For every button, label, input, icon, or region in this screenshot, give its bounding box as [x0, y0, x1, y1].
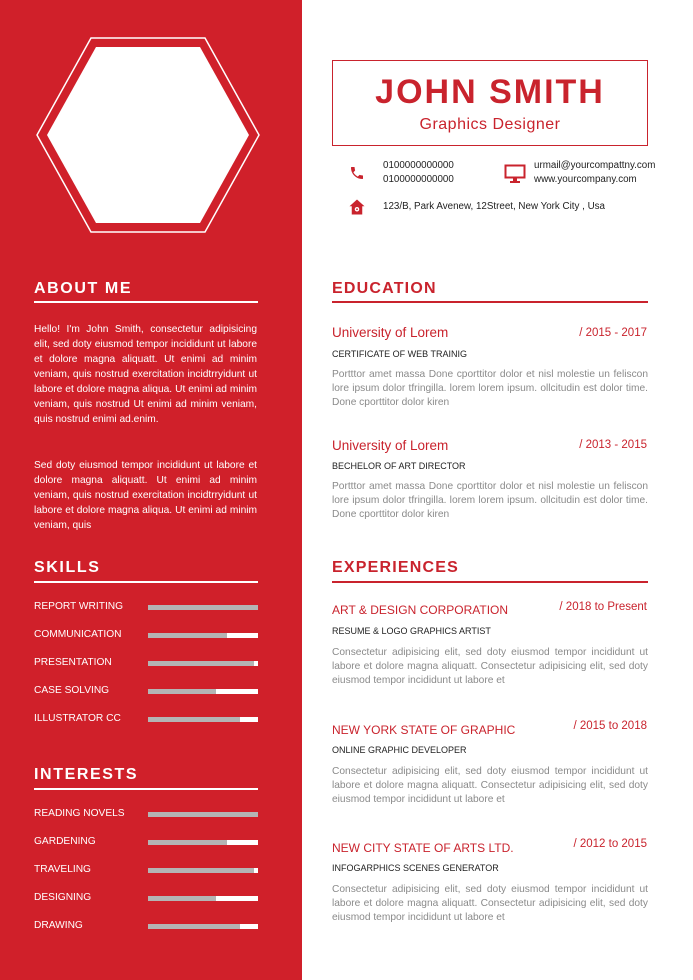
experience-entry-description: Consectetur adipisicing elit, sed doty eiusmod tempor incididunt ut labore et dolore magna aliquatt. Consectetur adipisicing elit, sed doty eiusmod tempor incididunt ut labore et — [332, 766, 648, 805]
about-heading: ABOUT ME — [34, 280, 133, 297]
skill-item — [34, 684, 258, 698]
experiences-divider — [332, 581, 648, 583]
interest-item — [34, 863, 258, 877]
education-divider — [332, 301, 648, 303]
skill-bar — [148, 689, 258, 694]
education-entry-title: University of Lorem — [332, 325, 449, 340]
skill-label: PRESENTATION — [34, 657, 112, 668]
email-address: urmail@yourcompattny.com — [534, 160, 656, 171]
person-name: JOHN SMITH — [375, 73, 605, 111]
interest-bar — [148, 840, 258, 845]
experiences-heading: EXPERIENCES — [332, 559, 460, 576]
skill-item — [34, 712, 258, 726]
phone-icon — [349, 165, 365, 181]
experience-entry-subtitle: INFOGARPHICS SCENES GENERATOR — [332, 863, 499, 873]
interest-bar — [148, 812, 258, 817]
interests-heading: INTERESTS — [34, 766, 139, 783]
education-entry-description: Portttor amet massa Done cporttitor dolor et nisl molestie un feliscon lore ipsum dolor tfringilla. lorem lorem ipsum. ollcitudin est dolor time. Done cporttitor dolor kiren — [332, 369, 648, 408]
skill-item — [34, 656, 258, 670]
interest-bar — [148, 868, 258, 873]
skill-bar — [148, 717, 258, 722]
interest-bar — [148, 896, 258, 901]
name-box — [332, 60, 648, 146]
experience-entry-date: / 2018 to Present — [559, 601, 647, 613]
interest-label: GARDENING — [34, 836, 96, 847]
skill-bar-fill — [148, 633, 227, 638]
interests-divider — [34, 788, 258, 790]
experience-entry-description: Consectetur adipisicing elit, sed doty eiusmod tempor incididunt ut labore et dolore magna aliquatt. Consectetur adipisicing elit, sed doty eiusmod tempor incididunt ut labore et — [332, 647, 648, 686]
education-entry-subtitle: CERTIFICATE OF WEB TRAINIG — [332, 349, 468, 359]
monitor-icon — [504, 164, 526, 184]
interest-label: READING NOVELS — [34, 808, 125, 819]
interest-item — [34, 835, 258, 849]
education-entry-date: / 2015 - 2017 — [579, 327, 647, 339]
skill-bar — [148, 605, 258, 610]
skill-bar — [148, 633, 258, 638]
hexagon-photo-placeholder — [34, 36, 262, 234]
profile-photo-frame — [34, 36, 262, 234]
skill-label: REPORT WRITING — [34, 601, 124, 612]
skill-bar-fill — [148, 689, 216, 694]
skill-item — [34, 600, 258, 614]
experience-entry-date: / 2015 to 2018 — [573, 720, 647, 732]
about-paragraph-2: Sed doty eiusmod tempor incididunt ut labore et dolore magna aliquatt. Ut enimi ad minim veniam, quis nostrud exercitation incidtrryidunt ut labore et dolore magna aliqua. Ut enimi ad minim veniam, quis — [34, 460, 257, 531]
experience-entry-title: NEW YORK STATE OF GRAPHIC — [332, 723, 516, 737]
skill-label: ILLUSTRATOR CC — [34, 713, 121, 724]
experience-entry-description: Consectetur adipisicing elit, sed doty eiusmod tempor incididunt ut labore et dolore magna aliquatt. Consectetur adipisicing elit, sed doty eiusmod tempor incididunt ut labore et — [332, 884, 648, 923]
interest-item — [34, 919, 258, 933]
education-heading: EDUCATION — [332, 280, 437, 297]
experience-entry-subtitle: RESUME & LOGO GRAPHICS ARTIST — [332, 626, 491, 636]
phone-number-1: 0100000000000 — [383, 160, 454, 171]
experience-entry-title: NEW CITY STATE OF ARTS LTD. — [332, 841, 514, 855]
skill-label: CASE SOLVING — [34, 685, 110, 696]
about-divider — [34, 301, 258, 303]
experience-entry-subtitle: ONLINE GRAPHIC DEVELOPER — [332, 745, 467, 755]
education-entry-description: Portttor amet massa Done cporttitor dolor et nisl molestie un feliscon lore ipsum dolor tfringilla. lorem lorem ipsum. ollcitudin est dolor time. Done cporttitor dolor kiren — [332, 481, 648, 520]
skill-bar-fill — [148, 605, 258, 610]
interest-label: TRAVELING — [34, 864, 91, 875]
interest-label: DESIGNING — [34, 892, 92, 903]
interest-bar-fill — [148, 812, 258, 817]
interest-label: DRAWING — [34, 920, 83, 931]
skill-item — [34, 628, 258, 642]
interest-bar-fill — [148, 868, 254, 873]
postal-address: 123/B, Park Avenew, 12Street, New York City , Usa — [383, 201, 605, 212]
education-entry-date: / 2013 - 2015 — [579, 439, 647, 451]
interest-bar — [148, 924, 258, 929]
phone-number-2: 0100000000000 — [383, 174, 454, 185]
education-entry-title: University of Lorem — [332, 438, 449, 453]
skill-bar — [148, 661, 258, 666]
about-paragraph-1: Hello! I'm John Smith, consectetur adipisicing elit, sed doty eiusmod tempor incididunt ut labore et dolore magna aliquatt. Ut enimi ad minim veniam, quis nostrud exercitation incidtrryidunt ut labore et dolore magna aliqua. Ut enimi ad minim veniam, quis nostrud Ut enimi ad minim veniam, quis nostrud enimi ad.enim. — [34, 324, 257, 425]
interest-item — [34, 807, 258, 821]
interest-bar-fill — [148, 924, 240, 929]
skill-bar-fill — [148, 661, 254, 666]
home-icon — [348, 198, 366, 216]
education-entry-subtitle: BECHELOR OF ART DIRECTOR — [332, 461, 466, 471]
interest-bar-fill — [148, 896, 216, 901]
website-url: www.yourcompany.com — [534, 174, 637, 185]
interest-item — [34, 891, 258, 905]
skill-bar-fill — [148, 717, 240, 722]
person-role: Graphics Designer — [419, 116, 561, 133]
interest-bar-fill — [148, 840, 227, 845]
skill-label: COMMUNICATION — [34, 629, 122, 640]
experience-entry-date: / 2012 to 2015 — [573, 838, 647, 850]
experience-entry-title: ART & DESIGN CORPORATION — [332, 603, 509, 617]
sidebar — [0, 0, 302, 980]
skills-heading: SKILLS — [34, 559, 101, 576]
skills-divider — [34, 581, 258, 583]
